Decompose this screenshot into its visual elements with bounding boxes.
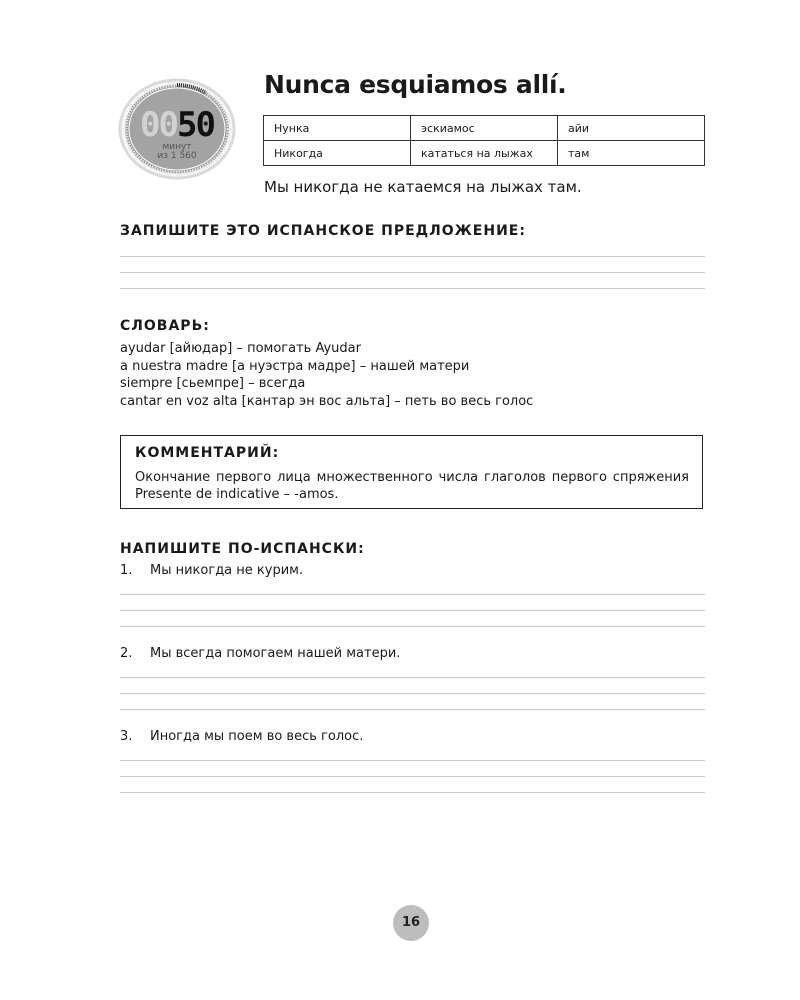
writing-line <box>120 626 705 627</box>
writing-line <box>120 693 705 694</box>
word-cell: Никогда <box>264 141 411 166</box>
word-cell: Нунка <box>264 116 411 141</box>
timer-value: 50 <box>177 105 214 145</box>
exercise-item <box>120 646 400 661</box>
writing-line <box>120 760 705 761</box>
word-cell: эскиамос <box>411 116 558 141</box>
word-cell: там <box>558 141 705 166</box>
vocabulary-item: cantar en voz alta [кантар эн вос альта] – петь во весь голос <box>120 393 534 409</box>
writing-line <box>120 792 705 793</box>
vocabulary-item: a nuestra madre [а нуэстра мадре] – нашей матери <box>120 358 470 374</box>
timer-digits <box>132 105 222 145</box>
writing-line <box>120 272 705 273</box>
writing-line <box>120 776 705 777</box>
writing-line <box>120 677 705 678</box>
exercise-item <box>120 729 363 744</box>
exercise-text: Мы всегда помогаем нашей матери. <box>150 646 401 661</box>
exercise-item <box>120 563 303 578</box>
timer-unit: минут <box>162 142 192 152</box>
page-number: 16 <box>393 905 429 941</box>
comment-heading: КОММЕНТАРИЙ: <box>135 445 280 461</box>
comment-text: Окончание первого лица множественного числа глаголов первого спряжения Presente de indicative – -amos. <box>135 470 689 502</box>
lesson-title: Nunca esquiamos allí. <box>264 70 567 99</box>
sentence-translation: Мы никогда не катаемся на лыжах там. <box>264 178 582 196</box>
comment-box <box>120 435 703 509</box>
word-table-row <box>264 116 705 141</box>
write-sentence-heading: ЗАПИШИТЕ ЭТО ИСПАНСКОЕ ПРЕДЛОЖЕНИЕ: <box>120 223 526 239</box>
timer-total: из 1 560 <box>157 151 197 161</box>
vocabulary-heading: СЛОВАРЬ: <box>120 318 210 334</box>
exercise-number: 2. <box>120 646 133 661</box>
timer-badge <box>118 78 236 180</box>
word-cell: кататься на лыжах <box>411 141 558 166</box>
exercise-number: 1. <box>120 563 133 578</box>
word-table <box>263 115 705 166</box>
writing-line <box>120 610 705 611</box>
word-cell: айи <box>558 116 705 141</box>
exercise-text: Мы никогда не курим. <box>150 563 304 578</box>
exercise-heading: НАПИШИТЕ ПО-ИСПАНСКИ: <box>120 541 365 557</box>
exercise-number: 3. <box>120 729 133 744</box>
timer-ghost-digits: 00 <box>140 105 177 145</box>
exercise-text: Иногда мы поем во весь голос. <box>150 729 364 744</box>
writing-line <box>120 288 705 289</box>
vocabulary-list <box>120 340 533 410</box>
vocabulary-item: ayudar [айюдар] – помогать Ayudar <box>120 341 361 356</box>
writing-line <box>120 709 705 710</box>
writing-line <box>120 256 705 257</box>
writing-line <box>120 594 705 595</box>
word-table-row <box>264 141 705 166</box>
vocabulary-item: siempre [сьемпре] – всегда <box>120 376 306 391</box>
